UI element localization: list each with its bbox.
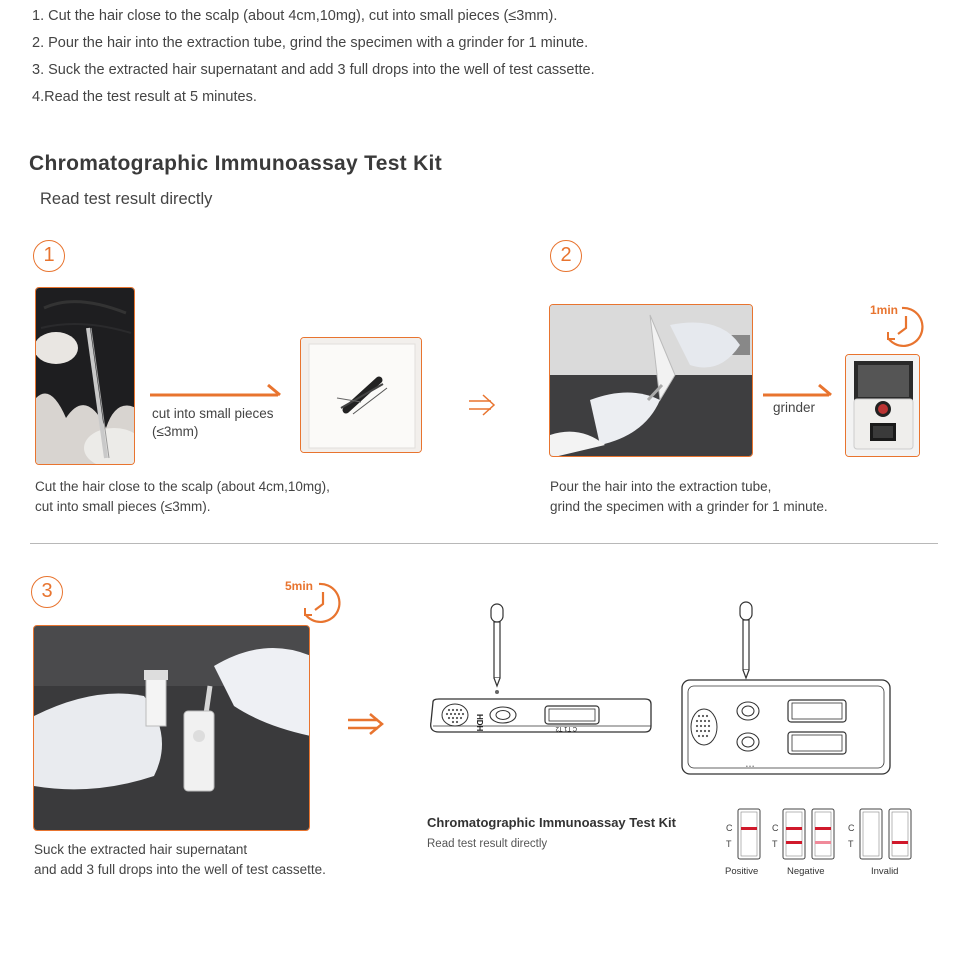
label-invalid: Invalid: [871, 866, 899, 877]
result-strip-negative-2: [811, 808, 835, 860]
timer-1min-icon: [866, 298, 932, 348]
extraction-tube-photo: [549, 304, 753, 457]
instruction-3: 3. Suck the extracted hair supernatant and add 3 full drops into the well of test cassette.: [32, 62, 595, 78]
grinder-photo: [845, 354, 920, 457]
hair-cutting-photo: [35, 287, 135, 465]
step-1-caption-line2: cut into small pieces (≤3mm).: [35, 499, 211, 514]
test-cassette-single: [425, 598, 655, 742]
c-letter-invalid: C: [848, 823, 855, 833]
instruction-2: 2. Pour the hair into the extraction tube, grind the specimen with a grinder for 1 minute.: [32, 35, 589, 51]
result-strip-invalid-1: [859, 808, 883, 860]
label-negative: Negative: [787, 866, 825, 877]
double-arrow-icon: [467, 392, 497, 418]
section-divider: [30, 543, 938, 544]
step-3-caption-line2: and add 3 full drops into the well of test cassette.: [34, 862, 326, 877]
cassette-brand: HDH: [475, 714, 484, 732]
result-strip-negative-1: [782, 808, 806, 860]
instruction-1: 1. Cut the hair close to the scalp (about 4cm,10mg), cut into small pieces (≤3mm).: [32, 8, 558, 24]
step-1-badge: 1: [33, 240, 65, 272]
timer-1min-text: 1min: [870, 303, 899, 317]
double-arrow-icon-2: [346, 712, 386, 736]
hair-pieces-photo: [300, 337, 422, 453]
arrow-right-icon-2: [763, 382, 835, 400]
label-positive: Positive: [725, 866, 759, 877]
timer-5min-icon: [283, 574, 349, 624]
svg-text:• • •: • • •: [746, 764, 755, 770]
step-1-caption-line1: Cut the hair close to the scalp (about 4cm,10mg),: [35, 479, 330, 494]
step-2-caption-line2: grind the specimen with a grinder for 1 minute.: [550, 499, 828, 514]
dropping-sample-photo: [33, 625, 310, 831]
c-letter-positive: C: [726, 823, 733, 833]
results-subtitle: Read test result directly: [427, 838, 548, 850]
step-2-caption-line1: Pour the hair into the extraction tube,: [550, 479, 772, 494]
result-strip-positive: [737, 808, 761, 860]
t-letter-positive: T: [726, 839, 732, 849]
arrow-right-icon: [150, 382, 285, 400]
page-subtitle: Read test result directly: [40, 190, 213, 208]
t-letter-invalid: T: [848, 839, 854, 849]
test-cassette-dual: [680, 598, 895, 778]
results-title: Chromatographic Immunoassay Test Kit: [427, 815, 676, 830]
grinder-label: grinder: [773, 400, 816, 415]
result-strip-invalid-2: [888, 808, 912, 860]
cassette-line-labels: C T1 T2: [555, 725, 577, 731]
step-3-badge: 3: [31, 576, 63, 608]
instruction-4: 4.Read the test result at 5 minutes.: [32, 89, 257, 105]
timer-5min-text: 5min: [285, 579, 314, 593]
step-2-badge: 2: [550, 240, 582, 272]
page-title: Chromatographic Immunoassay Test Kit: [29, 152, 442, 175]
cut-label: cut into small pieces: [152, 406, 274, 421]
cut-size-label: (≤3mm): [152, 424, 199, 439]
c-letter-negative: C: [772, 823, 779, 833]
step-3-caption-line1: Suck the extracted hair supernatant: [34, 842, 248, 857]
t-letter-negative: T: [772, 839, 778, 849]
